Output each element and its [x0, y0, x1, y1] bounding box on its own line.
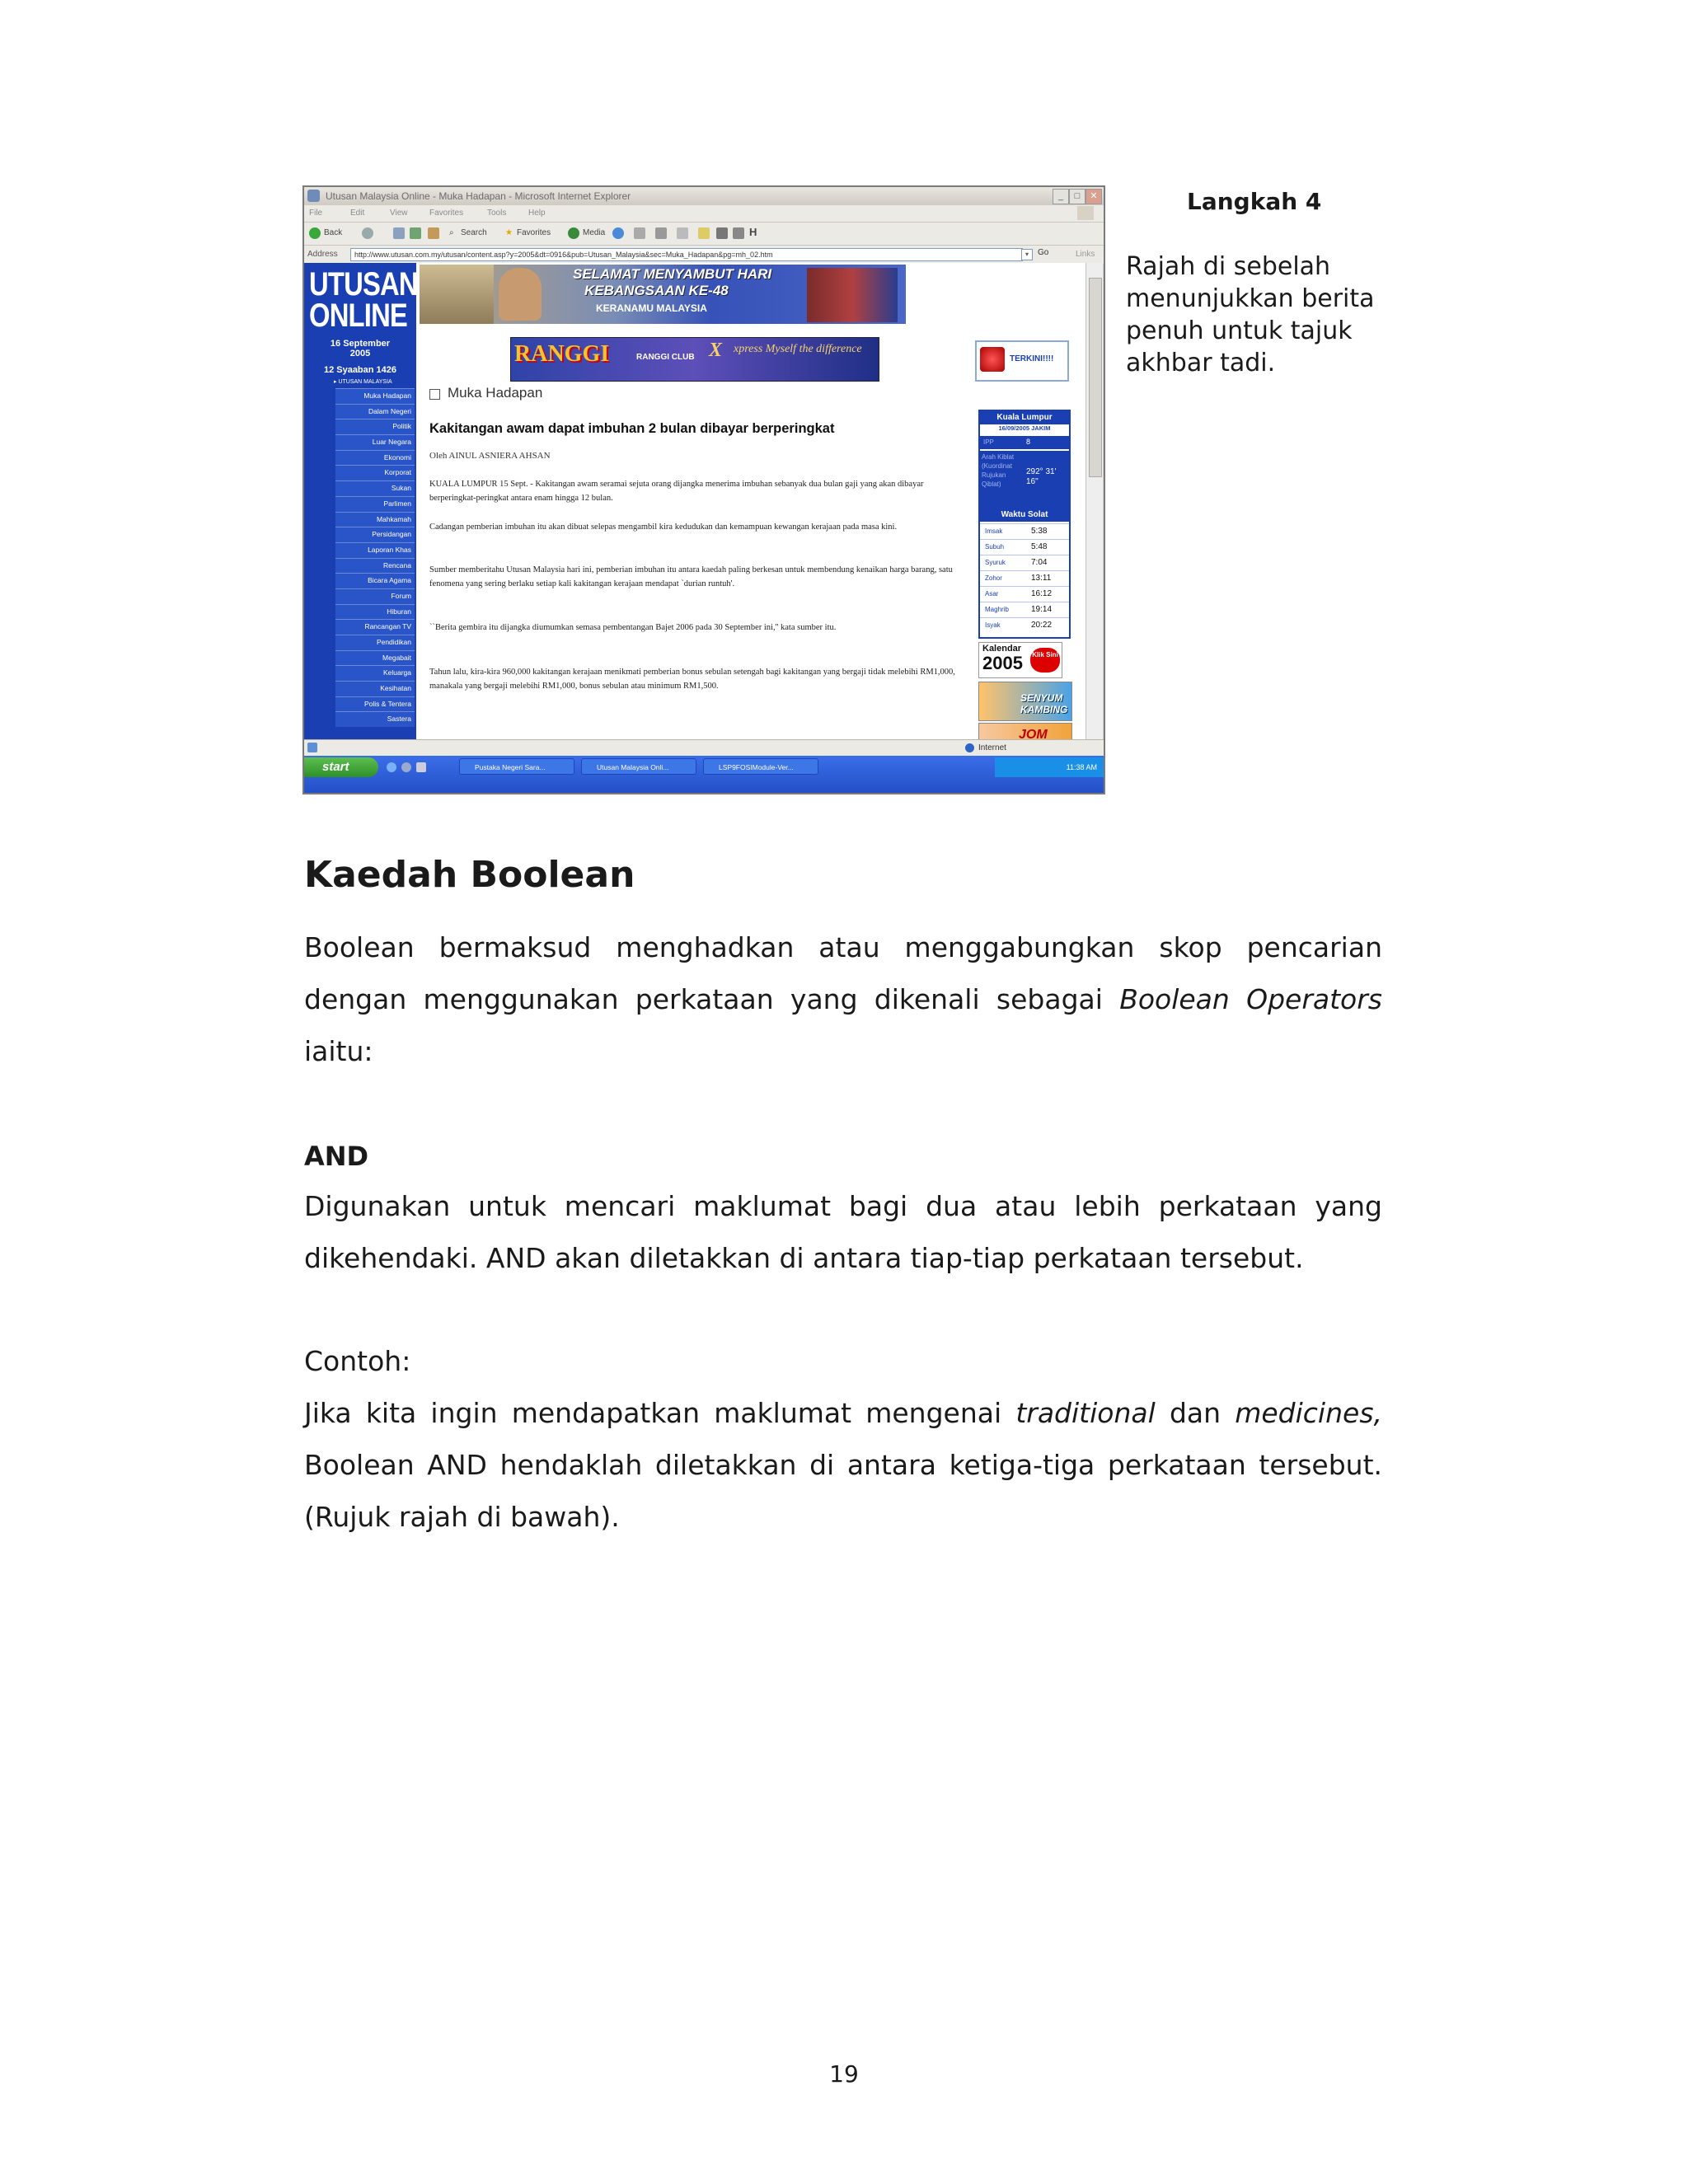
back-button[interactable]: Back — [324, 228, 343, 237]
site-nav-item[interactable]: Mahkamah — [335, 512, 415, 527]
prayer-time: 13:11 — [1031, 574, 1052, 583]
prayer-row — [980, 602, 1069, 616]
status-bar — [304, 739, 1104, 757]
media-icon[interactable] — [568, 227, 579, 239]
weather-widget — [978, 410, 1071, 510]
media-button[interactable]: Media — [583, 228, 606, 237]
site-date-day: 16 September — [330, 339, 391, 349]
prayer-name: Zohor — [985, 574, 1002, 582]
site-nav-item[interactable]: Keluarga — [335, 665, 415, 681]
site-nav-item[interactable]: Muka Hadapan — [335, 388, 415, 404]
search-button[interactable]: Search — [461, 228, 487, 237]
prayer-time: 19:14 — [1031, 605, 1053, 614]
prayer-time: 20:22 — [1031, 621, 1053, 630]
prayer-times-widget — [978, 507, 1071, 639]
page-viewport — [304, 263, 1085, 739]
site-utusan-malaysia-link[interactable]: ▸ UTUSAN MALAYSIA — [334, 379, 392, 385]
national-day-banner[interactable] — [420, 265, 906, 324]
ie-quicklaunch-icon[interactable] — [387, 762, 396, 772]
site-hijri-date: 12 Syaaban 1426 — [323, 365, 397, 375]
site-sidebar — [304, 263, 416, 739]
site-nav-item[interactable]: Kesihatan — [335, 681, 415, 696]
example-label: Contoh: — [304, 1345, 411, 1377]
qibla-block — [980, 451, 1069, 507]
weather-api-label: IPP — [983, 438, 994, 446]
intro-text: Boolean bermaksud menghadkan atau menggabungkan skop pencarian dengan menggunakan perkataan yang dikenali sebagai — [304, 931, 1382, 1015]
go-button[interactable]: Go — [1038, 248, 1049, 257]
section-heading: Kaedah Boolean — [304, 854, 635, 896]
terkini-button[interactable] — [975, 340, 1069, 382]
site-nav-item[interactable]: Parlimen — [335, 496, 415, 512]
taskbar-item[interactable]: LSP9FOSIModule-Ver... — [703, 758, 818, 775]
site-nav-item[interactable]: Politik — [335, 419, 415, 434]
taskbar-item[interactable]: Pustaka Negeri Sara... — [459, 758, 574, 775]
terkini-label: TERKINI!!!! — [1010, 354, 1054, 363]
example-text: Jika kita ingin mendapatkan maklumat mengenai — [304, 1397, 1016, 1429]
prayer-times-title: Waktu Solat — [980, 509, 1069, 522]
prayer-row — [980, 555, 1069, 569]
article-paragraph: KUALA LUMPUR 15 Sept. - Kakitangan awam seramai sejuta orang dijangka menerima imbuhan sebanyak dua bulan gaji yang akan dibayar berperingkat-peringkat antara enam hingga 12 bulan. — [429, 480, 924, 503]
site-nav-item[interactable]: Rencana — [335, 558, 415, 574]
discuss-icon[interactable] — [698, 227, 710, 239]
calendar-year: 2005 — [982, 653, 1023, 673]
site-nav-item[interactable]: Persidangan — [335, 527, 415, 542]
minimize-button[interactable]: _ — [1053, 189, 1069, 204]
site-logo-line1[interactable]: UTUSAN — [309, 266, 418, 302]
vertical-scrollbar[interactable] — [1085, 263, 1103, 739]
back-arrow-icon[interactable] — [309, 227, 321, 239]
article-paragraph: ``Berita gembira itu dijangka diumumkan semasa pembentangan Bajet 2006 pada 30 September ini,'' kata sumber itu. — [429, 623, 837, 632]
page-icon — [307, 743, 317, 752]
jom-text: JOM — [1019, 728, 1048, 739]
calendar-title: Kalendar — [982, 644, 1022, 654]
ranggi-club-banner[interactable] — [510, 337, 879, 382]
messenger-icon[interactable] — [733, 227, 744, 239]
internet-globe-icon — [965, 743, 974, 752]
banner-line2: KEBANGSAAN KE-48 — [584, 283, 729, 298]
menu-file[interactable]: File — [309, 209, 323, 218]
article-paragraph: Sumber memberitahu Utusan Malaysia hari ini, pemberian imbuhan itu antara kaedah paling berkesan untuk membendung kenaikan harga barang, satu fenomena yang sering berlaku setiap kali kakitangan kerajaan mendapat `durian runtuh'. — [429, 565, 953, 588]
site-nav-item[interactable]: Hiburan — [335, 604, 415, 620]
menu-favorites[interactable]: Favorites — [429, 209, 464, 218]
site-nav-item[interactable]: Pendidikan — [335, 635, 415, 650]
windows-taskbar — [304, 756, 1104, 793]
favorites-star-icon[interactable]: ★ — [505, 228, 513, 237]
site-nav-item[interactable]: Sastera — [335, 711, 415, 727]
banner-line3: KERANAMU MALAYSIA — [596, 302, 707, 314]
home-icon[interactable] — [428, 227, 439, 239]
status-zone: Internet — [978, 743, 1006, 752]
site-nav-item[interactable]: Rancangan TV — [335, 619, 415, 635]
banner-line1: SELAMAT MENYAMBUT HARI — [573, 266, 772, 282]
prayer-name: Syuruk — [985, 559, 1006, 566]
edit-icon[interactable] — [677, 227, 688, 239]
intro-paragraph — [304, 921, 1382, 1077]
search-icon[interactable]: ⌕ — [449, 228, 454, 237]
prayer-name: Imsak — [985, 527, 1003, 535]
step-label: Langkah 4 — [1187, 188, 1322, 215]
menu-edit[interactable]: Edit — [350, 209, 365, 218]
site-logo-line2[interactable]: ONLINE — [309, 298, 408, 334]
building-image — [420, 265, 494, 324]
and-heading: AND — [304, 1141, 369, 1172]
senyum-kambing-text: SENYUM KAMBING — [1020, 692, 1068, 715]
site-nav-item[interactable]: Luar Negara — [335, 434, 415, 450]
ranggi-logo: RANGGI — [514, 341, 610, 367]
prayer-time: 7:04 — [1031, 558, 1048, 567]
site-nav-item[interactable]: Ekonomi — [335, 450, 415, 466]
refresh-icon[interactable] — [410, 227, 421, 239]
maximize-button[interactable]: □ — [1069, 189, 1085, 204]
site-nav-item[interactable]: Bicara Agama — [335, 573, 415, 588]
window-titlebar — [304, 187, 1104, 205]
ranggi-x: X — [709, 340, 723, 361]
history-icon[interactable] — [612, 227, 624, 239]
menu-help[interactable]: Help — [528, 209, 546, 218]
address-label: Address — [307, 250, 338, 259]
chevron-down-icon[interactable]: ▾ — [1021, 249, 1033, 260]
ie-icon — [307, 190, 320, 202]
weather-date: 16/09/2005 JAKIM — [998, 424, 1051, 432]
example-italic-traditional: traditional — [1015, 1397, 1156, 1429]
jom-banner[interactable] — [978, 723, 1072, 739]
prayer-name: Maghrib — [985, 606, 1009, 613]
menu-view[interactable]: View — [390, 209, 408, 218]
people-image — [807, 268, 898, 322]
window-title: Utusan Malaysia Online - Muka Hadapan - Microsoft Internet Explorer — [326, 190, 631, 202]
intro-italic: Boolean Operators — [1119, 983, 1382, 1015]
example-italic-medicines: medicines, — [1235, 1397, 1382, 1429]
article-paragraph: Tahun lalu, kira-kira 960,000 kakitangan kerajaan menikmati pemberian bonus sebulan setengah bagi kakitangan yang bergaji tidak melebihi RM1,000, manakala yang bergaji melebihi RM1,000, bonus sebulan atau minimum RM1,500. — [429, 668, 955, 691]
weather-api-value: 8 — [1026, 438, 1031, 446]
scrollbar-thumb[interactable] — [1089, 278, 1102, 477]
system-tray — [995, 757, 1104, 777]
qibla-label: Arah Kiblat (Kuordinat Rujukan Qiblat) — [982, 453, 1015, 488]
prayer-name: Asar — [985, 590, 999, 598]
mail-icon[interactable] — [634, 227, 645, 239]
address-input[interactable]: http://www.utusan.com.my/utusan/content.asp?y=2005&dt=0916&pub=Utusan_Malaysia&sec=Muka_Hadapan&pg=mh_02.htm — [350, 248, 1023, 261]
prayer-name: Isyak — [985, 621, 1001, 629]
browser-toolbar — [304, 222, 1104, 246]
taskbar-item[interactable]: Utusan Malaysia Onli... — [581, 758, 696, 775]
windows-flag-icon — [1077, 206, 1094, 220]
menu-tools[interactable]: Tools — [487, 209, 507, 218]
site-nav-item[interactable]: Forum — [335, 588, 415, 604]
prayer-row — [980, 523, 1069, 538]
qibla-bearing: 292° 31' 16" — [1026, 467, 1057, 486]
site-nav-list — [335, 388, 415, 727]
prayer-time: 16:12 — [1031, 589, 1053, 598]
favorites-button[interactable]: Favorites — [517, 228, 551, 237]
weather-api-row — [980, 436, 1069, 449]
start-button[interactable]: start — [304, 757, 378, 777]
site-nav-item[interactable]: Megabait — [335, 650, 415, 666]
and-paragraph: Digunakan untuk mencari maklumat bagi dua atau lebih perkataan yang dikehendaki. AND akan diletakkan di antara tiap-tiap perkataan tersebut. — [304, 1190, 1382, 1274]
menu-bar — [304, 205, 1104, 222]
senyum-kambing-banner[interactable] — [978, 682, 1072, 721]
browser-screenshot — [302, 185, 1105, 794]
prayer-name: Subuh — [985, 543, 1005, 551]
section-checkbox-icon — [429, 389, 440, 400]
example-paragraph — [304, 1387, 1382, 1543]
article-title: Kakitangan awam dapat imbuhan 2 bulan dibayar berperingkat — [429, 421, 835, 436]
close-button[interactable]: ✕ — [1085, 189, 1102, 204]
prayer-time: 5:48 — [1031, 542, 1048, 551]
article-paragraph: Cadangan pemberian imbuhan itu akan dibuat selepas mengambil kira kedudukan dan kemampuan kewangan kerajaan pada masa kini. — [429, 523, 898, 532]
stop-icon[interactable] — [393, 227, 405, 239]
ranggi-club-text: RANGGI CLUB — [636, 353, 695, 362]
figure-caption: Rajah di sebelah menunjukkan berita penuh untuk tajuk akhbar tadi. — [1126, 252, 1375, 377]
calendar-badge: Klik Sini — [1030, 648, 1060, 673]
example-text-end: Boolean AND hendaklah diletakkan di antara ketiga-tiga perkataan tersebut. (Rujuk rajah di bawah). — [304, 1449, 1382, 1533]
portrait-image — [499, 268, 542, 321]
prayer-row — [980, 570, 1069, 585]
site-nav-item[interactable]: Korporat — [335, 465, 415, 480]
weather-city: Kuala Lumpur — [980, 411, 1069, 424]
site-nav-item[interactable]: Polis & Tentera — [335, 696, 415, 712]
print-icon[interactable] — [655, 227, 667, 239]
h-icon[interactable]: H — [749, 226, 757, 238]
ranggi-tagline: xpress Myself the difference — [734, 343, 862, 355]
article-author: Oleh AINUL ASNIERA AHSAN — [429, 451, 551, 461]
example-text-dan: dan — [1155, 1397, 1236, 1429]
site-nav-item[interactable]: Dalam Negeri — [335, 404, 415, 419]
terkini-icon — [980, 347, 1005, 372]
prayer-row — [980, 617, 1069, 632]
page-number: 19 — [829, 2060, 859, 2088]
address-bar — [304, 245, 1104, 264]
mail-quicklaunch-icon[interactable] — [416, 762, 426, 772]
prayer-row — [980, 539, 1069, 554]
prayer-time: 5:38 — [1031, 527, 1048, 536]
forward-arrow-icon[interactable] — [362, 227, 373, 239]
clock: 11:38 AM — [1066, 763, 1097, 771]
prayer-row — [980, 586, 1069, 601]
desktop-quicklaunch-icon[interactable] — [401, 762, 411, 772]
section-title: Muka Hadapan — [448, 385, 543, 401]
links-button[interactable]: Links — [1076, 250, 1095, 259]
calendar-banner[interactable] — [978, 642, 1062, 678]
site-date — [304, 339, 416, 359]
site-date-year: 2005 — [349, 349, 371, 359]
intro-text-end: iaitu: — [304, 1035, 373, 1067]
site-nav-item[interactable]: Sukan — [335, 480, 415, 496]
research-icon[interactable] — [716, 227, 728, 239]
site-nav-item[interactable]: Laporan Khas — [335, 542, 415, 558]
